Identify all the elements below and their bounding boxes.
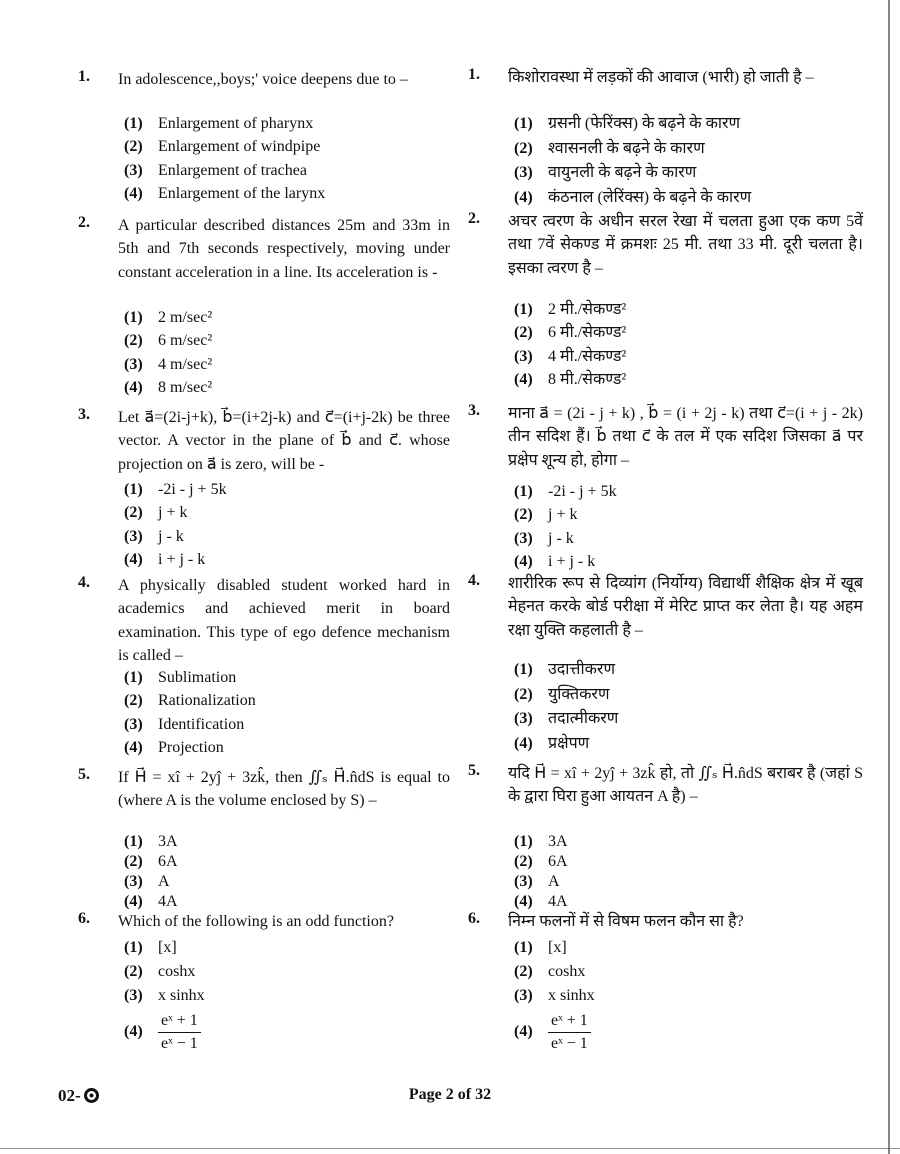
option-1: (1) 2 मी./सेकण्ड²: [514, 301, 627, 318]
option-1: (1) Enlargement of pharynx: [124, 115, 314, 132]
scan-edge-line: [888, 0, 890, 1154]
question-number: 2.: [78, 214, 90, 231]
option-4: (4) 4A: [124, 893, 178, 910]
option-1: (1) Sublimation: [124, 669, 237, 686]
options-list: [514, 832, 863, 912]
question-number: 1.: [468, 66, 480, 83]
option-2: (2) Enlargement of windpipe: [124, 138, 321, 156]
option-2: (2) 6A: [514, 853, 568, 870]
option-3: (3) A: [514, 873, 560, 890]
question-stem: If H⃗ = xî + 2yĵ + 3zk̂, then ∬ₛ H⃗.n̂dS is equal to (where A is the volume enclosed by S) –: [118, 769, 450, 810]
option-1: (1) 3A: [514, 833, 568, 850]
option-4: (4) $\frac{\text{eˣ + 1}}{\text{eˣ − 1}}$: [124, 1008, 450, 1056]
question-stem: A physically disabled student worked hard in academics and achieved merit in board examination. This type of ego defence mechanism is called –: [118, 577, 450, 664]
option-3: (3) x sinhx: [514, 987, 595, 1004]
options-list: [124, 478, 450, 571]
option-3: (3) 4 m/sec²: [124, 355, 213, 373]
option-3: (3) j - k: [514, 529, 574, 547]
option-4: (4) i + j - k: [124, 550, 206, 568]
question-stem: यदि H⃗ = xî + 2yĵ + 3zk̂ हो, तो ∬ₛ H⃗.n̂dS बराबर है (जहां S के द्वारा घिरा हुआ आयतन A है) –: [508, 765, 863, 806]
question-stem: किशोरावस्था में लड़कों की आवाज (भारी) हो जाती है –: [508, 69, 814, 86]
option-3: (3) j - k: [124, 527, 184, 545]
scan-bottom-line: [0, 1148, 900, 1149]
page-footer: [0, 1082, 900, 1112]
option-3: (3) तदात्मीकरण: [514, 710, 619, 727]
option-4: (4) $\frac{\text{eˣ + 1}}{\text{eˣ − 1}}$: [514, 1008, 863, 1056]
options-list: [514, 658, 863, 756]
question-number: 2.: [468, 210, 480, 227]
option-4: (4) Projection: [124, 738, 224, 756]
question-number: 3.: [78, 406, 90, 423]
option-1: (1) ग्रसनी (फेरिंक्स) के बढ़ने के कारण: [514, 115, 741, 132]
option-1: (1) [x]: [124, 939, 177, 956]
option-2: (2) coshx: [514, 963, 586, 980]
option-2: (2) j + k: [514, 506, 578, 524]
question-stem: Let a⃗=(2i-j+k), b⃗=(i+2j-k) and c⃗=(i+j-2k) be three vector. A vector in the plane of b⃗ and c⃗. whose projection on a⃗ is zero, will be -: [118, 409, 450, 473]
options-list: [124, 936, 450, 1056]
option-2: (2) श्वासनली के बढ़ने के कारण: [514, 139, 705, 157]
booklet-code: 02-: [58, 1086, 99, 1106]
option-2: (2) 6 m/sec²: [124, 332, 213, 350]
question-number: 4.: [468, 572, 480, 589]
question-number: 5.: [468, 762, 480, 779]
question-number: 4.: [78, 574, 90, 591]
option-4: (4) 4A: [514, 893, 568, 910]
question-stem: शारीरिक रूप से दिव्यांग (निर्योग्य) विद्यार्थी शैक्षिक क्षेत्र में खूब मेहनत करके बोर्ड परीक्षा में मेरिट प्राप्त कर लेता है। यह अहम रक्षा युक्ति कहलाती है –: [508, 575, 863, 639]
options-list: [124, 666, 450, 759]
option-4: (4) 8 m/sec²: [124, 378, 213, 396]
option-3: (3) 4 मी./सेकण्ड²: [514, 347, 627, 365]
question-number: 6.: [78, 910, 90, 927]
option-2: (2) 6A: [124, 853, 178, 870]
question-stem: माना a⃗ = (2i - j + k) , b⃗ = (i + 2j - k) तथा c⃗=(i + j - 2k) तीन सदिश हैं। b⃗ तथा c⃗ के तल में एक सदिश जिसका a⃗ पर प्रक्षेप शून्य हो, होगा –: [508, 405, 863, 469]
option-2: (2) 6 मी./सेकण्ड²: [514, 324, 627, 342]
question-stem: अचर त्वरण के अधीन सरल रेखा में चलता हुआ एक कण 5वें तथा 7वें सेकण्ड में क्रमशः 25 मी. तथा 33 मी. दूरी चलता है। इसका त्वरण है –: [508, 213, 863, 277]
question-stem: A particular described distances 25m and 33m in 5th and 7th seconds respectively, moving under constant acceleration in a line. Its acceleration is -: [118, 217, 450, 281]
options-list: [124, 112, 450, 205]
question-stem: निम्न फलनों में से विषम फलन कौन सा है?: [508, 913, 744, 930]
option-3: (3) Enlargement of trachea: [124, 161, 307, 179]
option-2: (2) युक्तिकरण: [514, 685, 610, 703]
page-number: Page 2 of 32: [408, 1086, 492, 1103]
fraction: $\frac{\text{eˣ + 1}}{\text{eˣ − 1}}$: [158, 1010, 201, 1055]
option-4: (4) i + j - k: [514, 552, 596, 570]
option-3: (3) x sinhx: [124, 987, 205, 1004]
option-1: (1) 3A: [124, 833, 178, 850]
question-number: 1.: [78, 68, 90, 85]
fraction: $\frac{\text{eˣ + 1}}{\text{eˣ − 1}}$: [548, 1010, 591, 1055]
option-4: (4) Enlargement of the larynx: [124, 184, 326, 202]
option-4: (4) कंठनाल (लेरिंक्स) के बढ़ने के कारण: [514, 188, 752, 206]
option-4: (4) 8 मी./सेकण्ड²: [514, 370, 627, 388]
question-stem: In adolescence,,boys;' voice deepens due to –: [118, 71, 408, 88]
options-list: [124, 306, 450, 399]
option-1: (1) -2i - j + 5k: [514, 483, 617, 500]
question-number: 6.: [468, 910, 480, 927]
option-1: (1) -2i - j + 5k: [124, 481, 227, 498]
option-3: (3) A: [124, 873, 170, 890]
question-number: 3.: [468, 402, 480, 419]
options-list: [514, 480, 863, 573]
question-stem: Which of the following is an odd function?: [118, 913, 394, 930]
options-list: [514, 112, 863, 210]
options-list: [124, 832, 450, 912]
option-3: (3) वायुनली के बढ़ने के कारण: [514, 164, 697, 181]
option-1: (1) [x]: [514, 939, 567, 956]
option-2: (2) j + k: [124, 504, 188, 522]
option-2: (2) Rationalization: [124, 692, 256, 710]
options-list: [514, 298, 863, 391]
options-list: [514, 936, 863, 1056]
option-4: (4) प्रक्षेपण: [514, 734, 590, 752]
option-1: (1) 2 m/sec²: [124, 309, 213, 326]
option-1: (1) उदात्तीकरण: [514, 661, 616, 678]
option-2: (2) coshx: [124, 963, 196, 980]
question-number: 5.: [78, 766, 90, 783]
option-3: (3) Identification: [124, 715, 245, 733]
